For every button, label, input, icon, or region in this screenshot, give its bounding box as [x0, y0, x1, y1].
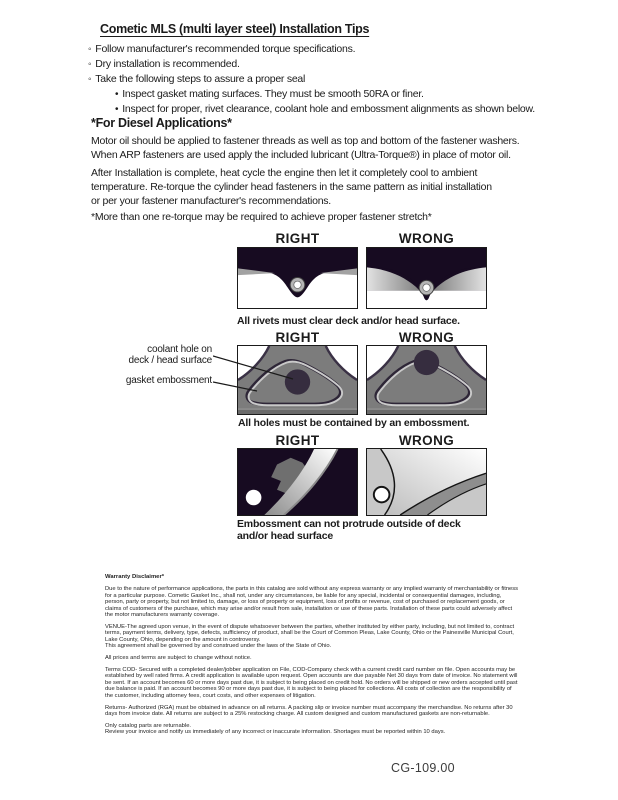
legal-paragraph: Returns- Authorized (RGA) must be obtained in advance on all returns. A packing slip or invoice number must accompany the merchandise. No returns after 30 days from invoice date. All returns are subject to a 25% restocking charge. All custom designed and custom manufactured gaskets are non-returnable. — [105, 704, 513, 717]
caption-line: and/or head surface — [237, 529, 333, 542]
legal-paragraph: Review your invoice and notify us immediately of any incorrect or inaccurate information. Shortages must be reported within 10 days. — [105, 729, 446, 736]
paragraph-line: or per your fastener manufacturer's recommendations. — [91, 195, 331, 207]
list-item-text: Follow manufacturer's recommended torque specifications. — [95, 43, 356, 55]
embossment-wrong-graphic — [367, 346, 486, 414]
caption-line: Embossment can not protrude outside of deck — [237, 518, 461, 530]
bolt-hole-icon — [246, 490, 262, 506]
diagram-embossment-right — [237, 345, 358, 415]
diagram-protrusion-right — [237, 448, 358, 516]
holes-caption: All holes must be contained by an embossment. — [238, 417, 470, 429]
annotation-coolant-hole-2: deck / head surface — [128, 355, 212, 366]
bolt-hole-icon — [374, 487, 390, 503]
warranty-disclaimer-heading: Warranty Disclaimer* — [105, 574, 165, 580]
paragraph-line: Motor oil should be applied to fastener threads as well as top and bottom of the fastener washers. — [91, 135, 520, 147]
list-item — [88, 72, 558, 87]
annotation-coolant-hole: coolant hole on — [147, 344, 212, 355]
diagram-rivet-wrong — [366, 247, 487, 309]
diesel-heading: *For Diesel Applications* — [91, 116, 232, 130]
wrong-label: WRONG — [398, 231, 455, 246]
coolant-hole-icon — [285, 369, 310, 394]
retorque-note: *More than one re-torque may be required to achieve proper fastener stretch* — [91, 211, 432, 223]
wrong-label: WRONG — [398, 433, 455, 448]
right-label: RIGHT — [275, 231, 320, 246]
legal-paragraph: All prices and terms are subject to change without notice. — [105, 655, 252, 662]
legal-paragraph: Due to the nature of performance applications, the parts in this catalog are sold without any express warranty or any implied warranty of merchantability or fitness for a particular purpose. Cometic Gasket Inc., shall not, under any circumstances, be liable for any special, incidental or consequential damages, including, person, party or property, but not limited to, damage, or loss of property or equipment, loss of profits or revenue, cost of purchased or replacement goods, or claims of customers of the purchase, which may arise and/or result from sale, installation or use of these parts. Installation of these parts could adversely affect the motor manufacturers warranty coverage. — [105, 586, 519, 619]
list-item-text: Dry installation is recommended. — [95, 58, 240, 70]
legal-paragraph: Only catalog parts are returnable. — [105, 722, 192, 729]
right-label: RIGHT — [275, 330, 320, 345]
page-code: CG-109.00 — [391, 761, 455, 775]
paragraph-line: temperature. Re-torque the cylinder head fasteners in the same pattern as initial installation — [91, 181, 492, 193]
protrusion-right-graphic — [238, 449, 357, 515]
protrusion-caption — [237, 519, 461, 542]
tips-list — [88, 42, 558, 117]
diesel-paragraph-2 — [91, 166, 492, 208]
annotation-gasket-embossment: gasket embossment — [125, 375, 212, 386]
legal-section — [105, 574, 519, 736]
list-item-text: Inspect gasket mating surfaces. They must be smooth 50RA or finer. — [122, 88, 424, 100]
protrusion-wrong-graphic — [367, 449, 486, 515]
list-item — [88, 57, 558, 72]
paragraph-line: When ARP fasteners are used apply the included lubricant (Ultra-Torque®) in place of motor oil. — [91, 149, 511, 161]
diagram-rivet-right — [237, 247, 358, 309]
list-item-text: Take the following steps to assure a proper seal — [95, 73, 306, 85]
list-item-text: Inspect for proper, rivet clearance, coolant hole and embossment alignments as shown below. — [122, 103, 535, 115]
list-item — [88, 42, 558, 57]
diagram-protrusion-wrong — [366, 448, 487, 516]
rivet-wrong-graphic — [367, 248, 486, 308]
coolant-hole-icon — [414, 350, 439, 375]
diagram-embossment-wrong — [366, 345, 487, 415]
legal-paragraph: Terms COD- Secured with a completed dealer/jobber application on File, COD-Company check with a current credit card number on file. Open accounts may be established by well rated firms. A credit application is available upon request. Open accounts are due payable Net 30 days from date of invoice. No statement will be sent. If an account becomes 60 or more days past due, it is subject to being placed on credit hold. No orders will be shipped or new orders accepted until past due balance is paid. If an account becomes 90 or more days past due, it is subject to being placed for collections. All costs of collection are the responsibility of the customer, including attorney fees, court costs, and other expenses of litigation. — [105, 666, 518, 699]
rivet-caption: All rivets must clear deck and/or head surface. — [237, 315, 460, 327]
page-title: Cometic MLS (multi layer steel) Installation Tips — [100, 22, 370, 36]
legal-paragraph: VENUE-The agreed upon venue, in the event of dispute whatsoever between the parties, whether instituted by either party, including, but not limited to, contract terms, payment terms, delivery, type, defects, sufficiency of product, shall be the Court of Common Pleas, Lake County, Ohio or the Painesville Municipal Court, Lake County, Ohio, depending on the amount in controversy. — [105, 623, 515, 643]
right-label: RIGHT — [275, 433, 320, 448]
paragraph-line: After Installation is complete, heat cycle the engine then let it completely cool to ambient — [91, 167, 478, 179]
embossment-right-graphic — [238, 346, 357, 414]
list-item — [115, 87, 558, 102]
list-item — [115, 102, 558, 117]
legal-paragraph: This agreement shall be governed by and construed under the laws of the State of Ohio. — [105, 643, 332, 650]
rivet-right-graphic — [238, 248, 357, 308]
diesel-paragraph-1 — [91, 134, 519, 162]
wrong-label: WRONG — [398, 330, 455, 345]
